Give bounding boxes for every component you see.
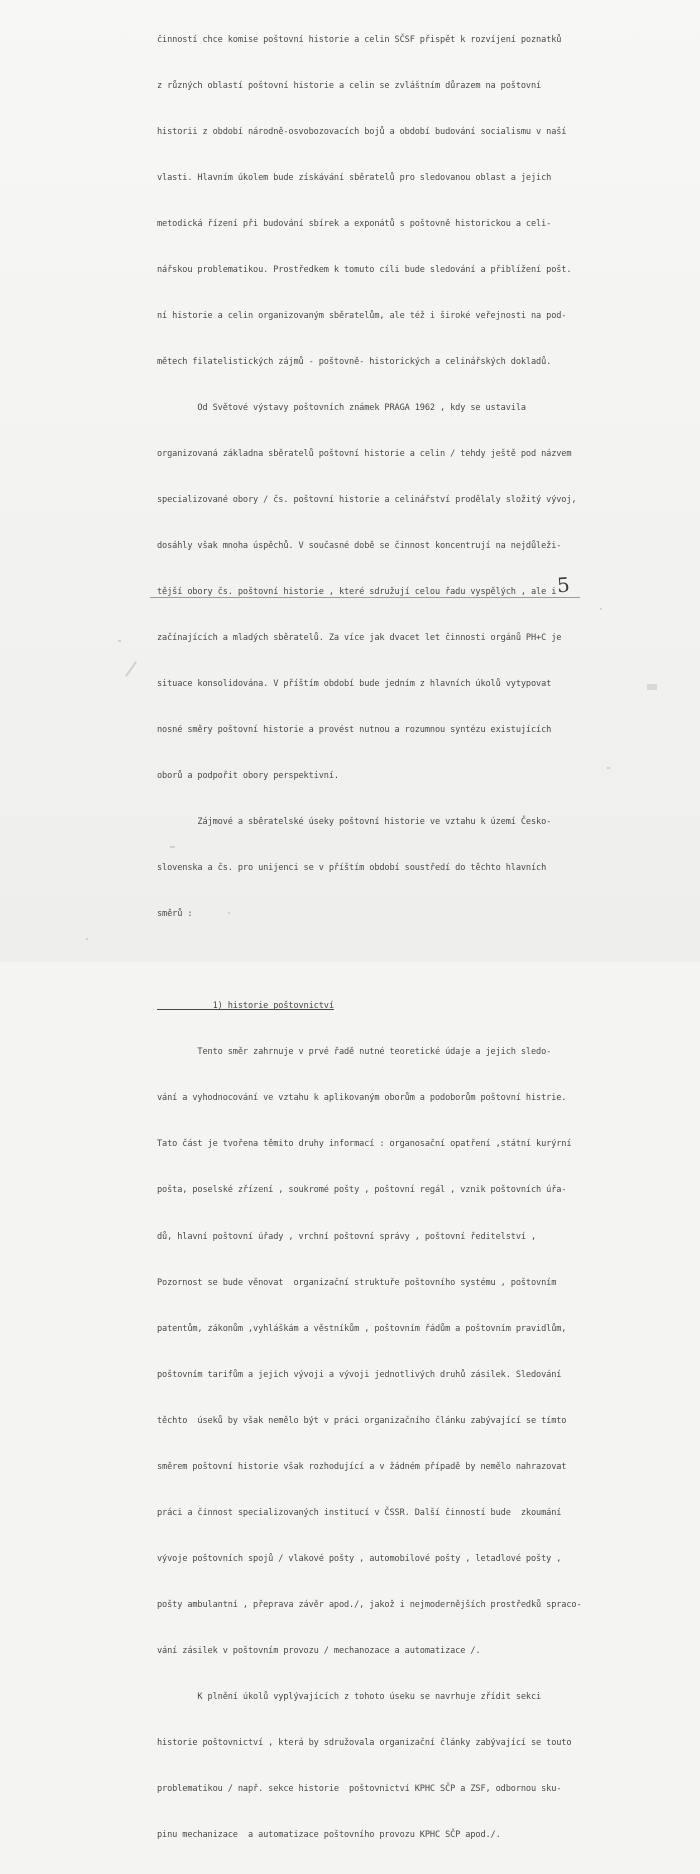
- scan-speck: [607, 767, 610, 769]
- text-line: specializované obory / čs. poštovní historie a celinářství prodělaly složitý vývoj,: [157, 495, 577, 505]
- scan-speck: [228, 912, 230, 914]
- text-line: vývoje poštovních spojů / vlakové pošty , automobilové pošty , letadlové pošty ,: [157, 1553, 562, 1564]
- text-line: dů, hlavní poštovní úřady , vrchní poštovní správy , poštovní ředitelství ,: [157, 1231, 537, 1242]
- text-line: tější obory čs. poštovní historie , které sdružují celou řadu vyspělých , ale i: [157, 587, 557, 598]
- scan-speck: [86, 938, 88, 940]
- text-line: historii z období národně-osvobozovacích bojů a období budování socialismu v naší: [157, 126, 567, 137]
- text-line: začínajících a mladých sběratelů. Za více jak dvacet let činnosti orgánů PH+C je: [157, 633, 562, 644]
- text-line: těchto úseků by však nemělo být v práci organizačního článku zabývající se tímto: [157, 1415, 567, 1426]
- text-line: vlasti. Hlavním úkolem bude získávání sběratelů pro sledovanou oblast a jejich: [157, 172, 552, 183]
- text-line: K plnění úkolů vyplývajících z tohoto úseku se navrhuje zřídit sekci: [157, 1691, 542, 1702]
- text-line: oborů a podpořit obory perspektivní.: [157, 771, 339, 782]
- text-line: metodická řízení při budování sbírek a exponátů s poštovně historickou a celi-: [157, 218, 552, 229]
- text-line: situace konsolidována. V příštím období bude jedním z hlavních úkolů vytypovat: [157, 679, 552, 690]
- scan-speck: [118, 640, 121, 642]
- text-line: činností chce komise poštovní historie a celin SČSF přispět k rozvíjení poznatků: [157, 34, 562, 45]
- text-line: nářskou problematikou. Prostředkem k tomuto cíli bude sledování a přiblížení pošt.: [157, 264, 572, 275]
- text-line: [157, 953, 587, 968]
- bottom-rule: [150, 597, 580, 598]
- section-heading: 1) historie poštovnictví: [157, 1001, 334, 1012]
- text-line: pošty ambulantní , přeprava závěr apod./, jakož i nejmodernějších prostředků spraco-: [157, 1599, 582, 1610]
- text-line: pinu mechanizace a automatizace poštovního provozu KPHC SČP apod./.: [157, 1829, 501, 1840]
- scan-speck: [170, 846, 175, 848]
- typewritten-text: [157, 2, 587, 1874]
- text-line: práci a činnost specializovaných institucí v ČSSR. Další činností bude zkoumání: [157, 1507, 562, 1518]
- text-line: z různých oblastí poštovní historie a celin se zvláštním důrazem na poštovní: [157, 80, 542, 91]
- scan-speck: [125, 661, 137, 677]
- text-line: nosné směry poštovní historie a provést nutnou a rozumnou syntézu existujících: [157, 725, 552, 736]
- text-line: dosáhly však mnoha úspěchů. V současné době se činnost koncentrují na nejdůleži-: [157, 541, 562, 552]
- text-line: Zájmové a sběratelské úseky poštovní historie ve vztahu k území Česko-: [157, 817, 552, 828]
- text-line: organizovaná základna sběratelů poštovní historie a celin / tehdy ještě pod názvem: [157, 448, 572, 459]
- text-line: pošta, poselské zřízení , soukromé pošty , poštovní regál , vznik poštovních úřa-: [157, 1185, 567, 1196]
- scan-speck: [600, 608, 602, 610]
- text-line: patentům, zákonům ,vyhláškám a věstníkům , poštovním řádům a poštovním pravidlům,: [157, 1323, 567, 1334]
- text-line: směrem poštovní historie však rozhodující a v žádném případě by nemělo nahrazovat: [157, 1461, 567, 1472]
- text-line: ní historie a celin organizovaným sběratelům, ale též i široké veřejnosti na pod-: [157, 310, 567, 321]
- scan-speck: [647, 684, 657, 690]
- text-line: poštovním tarifům a jejich vývoji a vývoji jednotlivých druhů zásilek. Sledování: [157, 1369, 562, 1380]
- text-line: Tento směr zahrnuje v prvé řadě nutné teoretické údaje a jejich sledo-: [157, 1047, 552, 1058]
- text-line: vání a vyhodnocování ve vztahu k aplikovaným oborům a podoborům poštovní histrie.: [157, 1093, 567, 1104]
- text-line: Tato část je tvořena těmito druhy informací : organosační opatření ,státní kurýrní: [157, 1139, 572, 1150]
- text-line: Od Světové výstavy poštovních známek PRAGA 1962 , kdy se ustavila: [157, 402, 526, 413]
- text-line: mětech filatelistických zájmů - poštovně- historických a celinářských dokladů.: [157, 356, 552, 367]
- text-line: problematikou / např. sekce historie poštovnictví KPHC SČP a ZSF, odbornou sku-: [157, 1783, 562, 1794]
- page-number: 5: [556, 572, 571, 598]
- text-line: Pozornost se bude věnovat organizační struktuře poštovního systému , poštovním: [157, 1277, 557, 1288]
- text-line: směrů :: [157, 909, 193, 920]
- text-line: slovenska a čs. pro unijenci se v příštím období soustředí do těchto hlavních: [157, 863, 547, 874]
- text-line: historie poštovnictví , která by sdružovala organizační články zabývající se touto: [157, 1737, 572, 1748]
- text-line: vání zásilek v poštovním provozu / mechanozace a automatizace /.: [157, 1645, 481, 1656]
